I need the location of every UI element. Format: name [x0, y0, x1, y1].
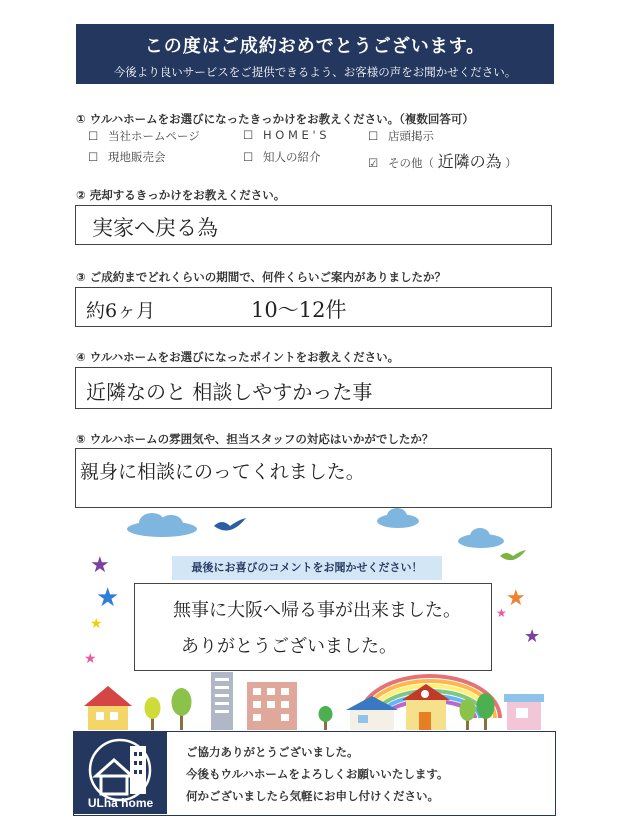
- option-close-paren: ）: [505, 156, 517, 170]
- star-icon: ★: [524, 626, 541, 647]
- cloud-icon: [377, 508, 419, 528]
- answer-box-2[interactable]: [75, 205, 552, 245]
- comment-line-2: ありがとうございました。: [181, 636, 397, 657]
- checkbox-icon[interactable]: ☐: [88, 129, 99, 143]
- answer-5-handwritten: 親身に相談にのってくれました。: [80, 461, 365, 483]
- star-icon: ★: [506, 586, 526, 611]
- comment-box[interactable]: [134, 583, 492, 671]
- star-icon: ★: [90, 616, 103, 632]
- option-label: 当社ホームページ: [107, 129, 200, 143]
- star-icon: ★: [96, 583, 120, 613]
- comment-prompt: 最後にお喜びのコメントをお聞かせください！: [172, 556, 442, 580]
- survey-header: [76, 24, 554, 84]
- answer-3-period: 約6ヶ月: [86, 300, 156, 322]
- option-open-house[interactable]: [88, 149, 165, 165]
- footer-line-1: ご協力ありがとうございました。: [186, 745, 359, 759]
- answer-box-3[interactable]: [75, 287, 552, 327]
- answer-box-4[interactable]: [75, 367, 552, 409]
- option-label: 現地販売会: [107, 150, 166, 164]
- checked-checkbox-icon[interactable]: ☑: [368, 156, 379, 170]
- other-handwritten: 近隣の為: [437, 152, 502, 171]
- option-label: 知人の紹介: [262, 150, 321, 164]
- logo-text: ULha home: [87, 796, 154, 810]
- bird-icon: [498, 548, 528, 566]
- star-icon: ★: [84, 651, 97, 667]
- town-illustration: [80, 668, 550, 732]
- comment-line-1: 無事に大阪へ帰る事が出来ました。: [173, 600, 461, 621]
- option-label: H O M E ' S: [262, 128, 327, 142]
- bird-icon: [212, 516, 248, 538]
- footer-line-2: 今後もウルハホームをよろしくお願いいたします。: [186, 767, 449, 781]
- option-referral[interactable]: [243, 149, 320, 165]
- cloud-icon: [458, 528, 504, 548]
- star-icon: ★: [496, 606, 507, 620]
- header-title: この度はご成約おめでとうございます。: [144, 36, 486, 57]
- question-1: ① ウルハホームをお選びになったきっかけをお教えください。（複数回答可）: [76, 112, 474, 126]
- company-logo: [74, 732, 167, 814]
- question-3: ③ ご成約までどれくらいの期間で、何件くらいご案内がありましたか？: [76, 270, 447, 284]
- option-company-homepage[interactable]: [88, 128, 200, 144]
- checkbox-icon[interactable]: ☐: [88, 150, 99, 164]
- question-5: ⑤ ウルハホームの雰囲気や、担当スタッフの対応はいかがでしたか？: [76, 432, 434, 446]
- answer-4-handwritten: 近隣なのと 相談しやすかった事: [86, 380, 373, 404]
- option-store-display[interactable]: [368, 128, 434, 144]
- footer: [73, 731, 556, 816]
- option-homes[interactable]: [243, 128, 327, 142]
- answer-box-5[interactable]: [75, 448, 552, 508]
- checkbox-icon[interactable]: ☐: [243, 150, 254, 164]
- cloud-icon: [127, 513, 197, 537]
- answer-2-handwritten: 実家へ戻る為: [92, 216, 218, 240]
- option-other[interactable]: [368, 149, 517, 172]
- star-icon: ★: [90, 553, 110, 578]
- option-label: 店頭掲示: [387, 129, 434, 143]
- checkbox-icon[interactable]: ☐: [243, 128, 254, 142]
- header-subtitle: 今後より良いサービスをご提供できるよう、お客様の声をお聞かせください。: [113, 65, 517, 79]
- answer-3-count: 10〜12件: [251, 298, 347, 322]
- option-label: その他（: [387, 156, 434, 170]
- footer-line-3: 何かございましたら気軽にお申し付けください。: [186, 789, 439, 803]
- question-2: ② 売却するきっかけをお教えください。: [76, 188, 286, 202]
- checkbox-icon[interactable]: ☐: [368, 129, 379, 143]
- question-4: ④ ウルハホームをお選びになったポイントをお教えください。: [76, 350, 400, 364]
